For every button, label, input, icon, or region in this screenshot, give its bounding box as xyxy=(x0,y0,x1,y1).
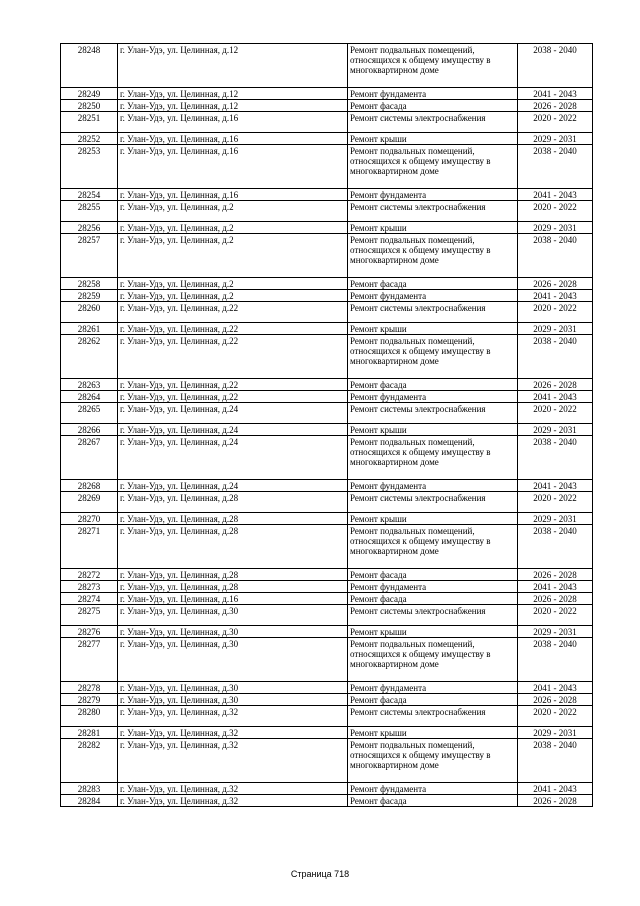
row-work-type: Ремонт системы электроснабжения xyxy=(348,403,518,424)
row-id: 28281 xyxy=(61,727,118,739)
row-address: г. Улан-Удэ, ул. Целинная, д.2 xyxy=(118,278,348,290)
row-period: 2026 - 2028 xyxy=(518,100,593,112)
table-row xyxy=(61,492,593,513)
row-id: 28262 xyxy=(61,335,118,379)
row-work-type: Ремонт фундамента xyxy=(348,189,518,201)
row-address: г. Улан-Удэ, ул. Целинная, д.12 xyxy=(118,100,348,112)
row-work-type: Ремонт подвальных помещений, относящихся к общему имуществу в многоквартирном доме xyxy=(348,145,518,189)
row-id: 28282 xyxy=(61,739,118,783)
row-address: г. Улан-Удэ, ул. Целинная, д.28 xyxy=(118,492,348,513)
row-address: г. Улан-Удэ, ул. Целинная, д.12 xyxy=(118,88,348,100)
row-id: 28263 xyxy=(61,379,118,391)
row-id: 28253 xyxy=(61,145,118,189)
row-address: г. Улан-Удэ, ул. Целинная, д.24 xyxy=(118,436,348,480)
row-period: 2029 - 2031 xyxy=(518,222,593,234)
row-work-type: Ремонт фундамента xyxy=(348,290,518,302)
table-row xyxy=(61,335,593,379)
row-address: г. Улан-Удэ, ул. Целинная, д.12 xyxy=(118,44,348,88)
table-row xyxy=(61,44,593,88)
row-id: 28267 xyxy=(61,436,118,480)
row-period: 2029 - 2031 xyxy=(518,513,593,525)
table-row xyxy=(61,403,593,424)
table-row xyxy=(61,739,593,783)
row-id: 28279 xyxy=(61,694,118,706)
table-row xyxy=(61,133,593,145)
row-work-type: Ремонт фасада xyxy=(348,278,518,290)
row-address: г. Улан-Удэ, ул. Целинная, д.30 xyxy=(118,682,348,694)
row-work-type: Ремонт системы электроснабжения xyxy=(348,492,518,513)
repair-schedule-body xyxy=(61,44,593,807)
row-address: г. Улан-Удэ, ул. Целинная, д.2 xyxy=(118,290,348,302)
row-work-type: Ремонт подвальных помещений, относящихся к общему имуществу в многоквартирном доме xyxy=(348,739,518,783)
table-row xyxy=(61,480,593,492)
row-address: г. Улан-Удэ, ул. Целинная, д.22 xyxy=(118,302,348,323)
row-address: г. Улан-Удэ, ул. Целинная, д.22 xyxy=(118,335,348,379)
row-work-type: Ремонт фасада xyxy=(348,795,518,807)
row-work-type: Ремонт подвальных помещений, относящихся к общему имуществу в многоквартирном доме xyxy=(348,234,518,278)
row-work-type: Ремонт фундамента xyxy=(348,783,518,795)
row-address: г. Улан-Удэ, ул. Целинная, д.32 xyxy=(118,739,348,783)
table-row xyxy=(61,581,593,593)
row-id: 28266 xyxy=(61,424,118,436)
row-address: г. Улан-Удэ, ул. Целинная, д.32 xyxy=(118,783,348,795)
row-period: 2038 - 2040 xyxy=(518,234,593,278)
table-row xyxy=(61,638,593,682)
row-id: 28284 xyxy=(61,795,118,807)
row-id: 28280 xyxy=(61,706,118,727)
row-id: 28258 xyxy=(61,278,118,290)
row-period: 2029 - 2031 xyxy=(518,133,593,145)
table-row xyxy=(61,234,593,278)
row-period: 2041 - 2043 xyxy=(518,682,593,694)
row-id: 28268 xyxy=(61,480,118,492)
row-work-type: Ремонт крыши xyxy=(348,626,518,638)
row-address: г. Улан-Удэ, ул. Целинная, д.32 xyxy=(118,727,348,739)
row-address: г. Улан-Удэ, ул. Целинная, д.16 xyxy=(118,189,348,201)
row-period: 2038 - 2040 xyxy=(518,739,593,783)
row-period: 2041 - 2043 xyxy=(518,88,593,100)
row-id: 28277 xyxy=(61,638,118,682)
row-address: г. Улан-Удэ, ул. Целинная, д.24 xyxy=(118,424,348,436)
row-address: г. Улан-Удэ, ул. Целинная, д.16 xyxy=(118,133,348,145)
row-period: 2026 - 2028 xyxy=(518,278,593,290)
row-work-type: Ремонт фасада xyxy=(348,694,518,706)
row-id: 28272 xyxy=(61,569,118,581)
row-period: 2041 - 2043 xyxy=(518,189,593,201)
row-id: 28270 xyxy=(61,513,118,525)
row-period: 2041 - 2043 xyxy=(518,480,593,492)
row-address: г. Улан-Удэ, ул. Целинная, д.22 xyxy=(118,323,348,335)
table-row xyxy=(61,222,593,234)
table-row xyxy=(61,706,593,727)
table-row xyxy=(61,391,593,403)
row-id: 28283 xyxy=(61,783,118,795)
row-work-type: Ремонт системы электроснабжения xyxy=(348,706,518,727)
row-period: 2020 - 2022 xyxy=(518,403,593,424)
row-work-type: Ремонт крыши xyxy=(348,513,518,525)
row-address: г. Улан-Удэ, ул. Целинная, д.32 xyxy=(118,795,348,807)
row-id: 28248 xyxy=(61,44,118,88)
table-row xyxy=(61,682,593,694)
table-row xyxy=(61,88,593,100)
row-address: г. Улан-Удэ, ул. Целинная, д.30 xyxy=(118,605,348,626)
row-id: 28264 xyxy=(61,391,118,403)
row-period: 2038 - 2040 xyxy=(518,44,593,88)
row-work-type: Ремонт фундамента xyxy=(348,88,518,100)
row-id: 28269 xyxy=(61,492,118,513)
row-work-type: Ремонт системы электроснабжения xyxy=(348,112,518,133)
row-period: 2029 - 2031 xyxy=(518,424,593,436)
row-work-type: Ремонт системы электроснабжения xyxy=(348,201,518,222)
row-id: 28265 xyxy=(61,403,118,424)
row-id: 28256 xyxy=(61,222,118,234)
row-period: 2038 - 2040 xyxy=(518,525,593,569)
row-work-type: Ремонт подвальных помещений, относящихся к общему имуществу в многоквартирном доме xyxy=(348,436,518,480)
row-period: 2029 - 2031 xyxy=(518,626,593,638)
row-id: 28276 xyxy=(61,626,118,638)
table-row xyxy=(61,189,593,201)
row-work-type: Ремонт фундамента xyxy=(348,581,518,593)
table-row xyxy=(61,593,593,605)
table-row xyxy=(61,525,593,569)
row-work-type: Ремонт фасада xyxy=(348,100,518,112)
row-period: 2020 - 2022 xyxy=(518,492,593,513)
row-period: 2026 - 2028 xyxy=(518,694,593,706)
row-address: г. Улан-Удэ, ул. Целинная, д.30 xyxy=(118,626,348,638)
row-id: 28261 xyxy=(61,323,118,335)
row-work-type: Ремонт фасада xyxy=(348,569,518,581)
repair-schedule-table xyxy=(60,43,593,807)
row-address: г. Улан-Удэ, ул. Целинная, д.2 xyxy=(118,222,348,234)
table-row xyxy=(61,569,593,581)
row-address: г. Улан-Удэ, ул. Целинная, д.30 xyxy=(118,694,348,706)
row-period: 2038 - 2040 xyxy=(518,638,593,682)
row-address: г. Улан-Удэ, ул. Целинная, д.24 xyxy=(118,480,348,492)
row-id: 28251 xyxy=(61,112,118,133)
row-period: 2038 - 2040 xyxy=(518,436,593,480)
row-work-type: Ремонт подвальных помещений, относящихся к общему имуществу в многоквартирном доме xyxy=(348,44,518,88)
table-row xyxy=(61,795,593,807)
row-address: г. Улан-Удэ, ул. Целинная, д.16 xyxy=(118,593,348,605)
table-row xyxy=(61,727,593,739)
row-address: г. Улан-Удэ, ул. Целинная, д.16 xyxy=(118,112,348,133)
row-address: г. Улан-Удэ, ул. Целинная, д.32 xyxy=(118,706,348,727)
row-work-type: Ремонт крыши xyxy=(348,133,518,145)
table-row xyxy=(61,302,593,323)
row-period: 2026 - 2028 xyxy=(518,569,593,581)
row-period: 2038 - 2040 xyxy=(518,145,593,189)
row-address: г. Улан-Удэ, ул. Целинная, д.2 xyxy=(118,201,348,222)
row-address: г. Улан-Удэ, ул. Целинная, д.2 xyxy=(118,234,348,278)
row-work-type: Ремонт системы электроснабжения xyxy=(348,605,518,626)
row-period: 2020 - 2022 xyxy=(518,302,593,323)
table-row xyxy=(61,605,593,626)
row-period: 2026 - 2028 xyxy=(518,593,593,605)
table-row xyxy=(61,145,593,189)
row-address: г. Улан-Удэ, ул. Целинная, д.22 xyxy=(118,379,348,391)
row-period: 2020 - 2022 xyxy=(518,706,593,727)
row-period: 2020 - 2022 xyxy=(518,605,593,626)
row-period: 2041 - 2043 xyxy=(518,391,593,403)
table-row xyxy=(61,112,593,133)
row-period: 2041 - 2043 xyxy=(518,581,593,593)
table-row xyxy=(61,436,593,480)
row-id: 28254 xyxy=(61,189,118,201)
row-period: 2026 - 2028 xyxy=(518,379,593,391)
row-work-type: Ремонт подвальных помещений, относящихся к общему имуществу в многоквартирном доме xyxy=(348,525,518,569)
table-row xyxy=(61,290,593,302)
row-work-type: Ремонт фундамента xyxy=(348,391,518,403)
row-work-type: Ремонт крыши xyxy=(348,727,518,739)
row-work-type: Ремонт системы электроснабжения xyxy=(348,302,518,323)
row-work-type: Ремонт подвальных помещений, относящихся к общему имуществу в многоквартирном доме xyxy=(348,335,518,379)
row-address: г. Улан-Удэ, ул. Целинная, д.16 xyxy=(118,145,348,189)
row-work-type: Ремонт фундамента xyxy=(348,682,518,694)
row-work-type: Ремонт фасада xyxy=(348,379,518,391)
row-period: 2041 - 2043 xyxy=(518,290,593,302)
row-id: 28273 xyxy=(61,581,118,593)
row-address: г. Улан-Удэ, ул. Целинная, д.28 xyxy=(118,525,348,569)
row-id: 28257 xyxy=(61,234,118,278)
row-work-type: Ремонт фундамента xyxy=(348,480,518,492)
row-work-type: Ремонт крыши xyxy=(348,323,518,335)
row-work-type: Ремонт крыши xyxy=(348,424,518,436)
row-work-type: Ремонт крыши xyxy=(348,222,518,234)
row-address: г. Улан-Удэ, ул. Целинная, д.24 xyxy=(118,403,348,424)
row-period: 2029 - 2031 xyxy=(518,727,593,739)
row-id: 28271 xyxy=(61,525,118,569)
row-id: 28278 xyxy=(61,682,118,694)
page-number-footer: Страница 718 xyxy=(290,869,350,879)
row-id: 28249 xyxy=(61,88,118,100)
row-id: 28274 xyxy=(61,593,118,605)
row-period: 2020 - 2022 xyxy=(518,112,593,133)
row-id: 28250 xyxy=(61,100,118,112)
row-work-type: Ремонт фасада xyxy=(348,593,518,605)
row-address: г. Улан-Удэ, ул. Целинная, д.28 xyxy=(118,513,348,525)
table-row xyxy=(61,694,593,706)
table-row xyxy=(61,513,593,525)
row-period: 2038 - 2040 xyxy=(518,335,593,379)
row-id: 28260 xyxy=(61,302,118,323)
row-address: г. Улан-Удэ, ул. Целинная, д.22 xyxy=(118,391,348,403)
table-row xyxy=(61,424,593,436)
row-id: 28275 xyxy=(61,605,118,626)
row-address: г. Улан-Удэ, ул. Целинная, д.30 xyxy=(118,638,348,682)
row-period: 2020 - 2022 xyxy=(518,201,593,222)
table-row xyxy=(61,100,593,112)
row-period: 2026 - 2028 xyxy=(518,795,593,807)
table-row xyxy=(61,379,593,391)
row-work-type: Ремонт подвальных помещений, относящихся к общему имуществу в многоквартирном доме xyxy=(348,638,518,682)
row-id: 28252 xyxy=(61,133,118,145)
row-id: 28255 xyxy=(61,201,118,222)
row-period: 2029 - 2031 xyxy=(518,323,593,335)
table-row xyxy=(61,626,593,638)
row-address: г. Улан-Удэ, ул. Целинная, д.28 xyxy=(118,581,348,593)
table-row xyxy=(61,323,593,335)
row-address: г. Улан-Удэ, ул. Целинная, д.28 xyxy=(118,569,348,581)
table-row xyxy=(61,783,593,795)
row-id: 28259 xyxy=(61,290,118,302)
table-row xyxy=(61,278,593,290)
table-row xyxy=(61,201,593,222)
row-period: 2041 - 2043 xyxy=(518,783,593,795)
